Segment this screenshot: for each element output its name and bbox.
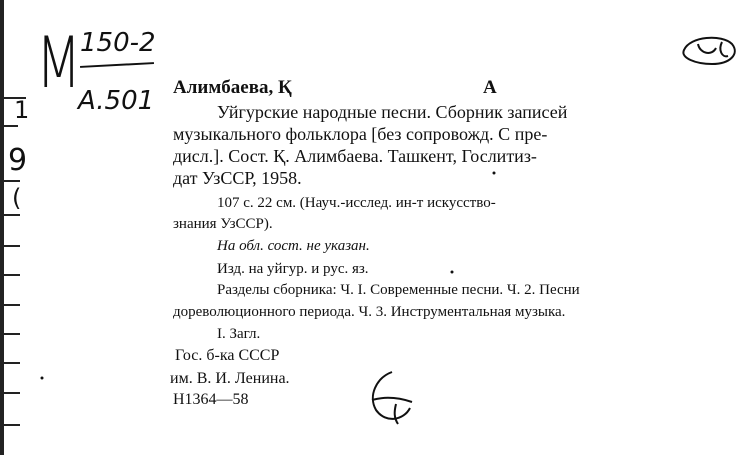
note-line: Изд. на уйгур. и рус. яз. bbox=[217, 261, 369, 277]
contents-line: Разделы сборника: Ч. I. Современные песни. Ч. 2. Песни bbox=[217, 282, 580, 298]
title-line: дисл.]. Сост. Қ. Алимбаева. Ташкент, Гослитиз- bbox=[173, 146, 537, 166]
library-stamp-line: им. В. И. Ленина. bbox=[170, 370, 290, 387]
author-heading: Алимбаева, Қ bbox=[173, 77, 292, 98]
call-number-shelf: 150-2 bbox=[80, 28, 156, 58]
call-number-code: A.501 bbox=[78, 86, 155, 116]
note-line: На обл. сост. не указан. bbox=[217, 238, 370, 254]
library-stamp-line: Гос. б-ка СССР bbox=[175, 347, 280, 364]
physical-description: 107 с. 22 см. (Науч.-исслед. ин-т искусство- bbox=[217, 195, 496, 211]
side-mark-1: 1 bbox=[14, 96, 30, 124]
dot-mark-icon bbox=[451, 271, 454, 274]
title-line: дат УзССР, 1958. bbox=[173, 168, 302, 188]
dot-mark-icon bbox=[41, 377, 44, 380]
author-initial: А bbox=[483, 77, 497, 98]
physical-description-cont: знания УзССР). bbox=[173, 216, 273, 232]
card-number: Н1364—58 bbox=[173, 391, 249, 408]
seal-scribble-icon bbox=[683, 38, 734, 64]
side-mark-9: 9 bbox=[8, 143, 28, 178]
side-mark-paren: ( bbox=[12, 184, 22, 212]
call-number-letter: M bbox=[36, 22, 80, 104]
dot-mark-icon bbox=[493, 172, 496, 175]
contents-line: дореволюционного периода. Ч. 3. Инструментальная музыка. bbox=[173, 304, 566, 320]
title-line: музыкального фольклора [без сопровожд. С пре- bbox=[173, 124, 548, 144]
signature-scribble-icon bbox=[372, 372, 412, 424]
title-line: Уйгурские народные песни. Сборник записей bbox=[217, 102, 568, 122]
tracing: I. Загл. bbox=[217, 326, 261, 342]
